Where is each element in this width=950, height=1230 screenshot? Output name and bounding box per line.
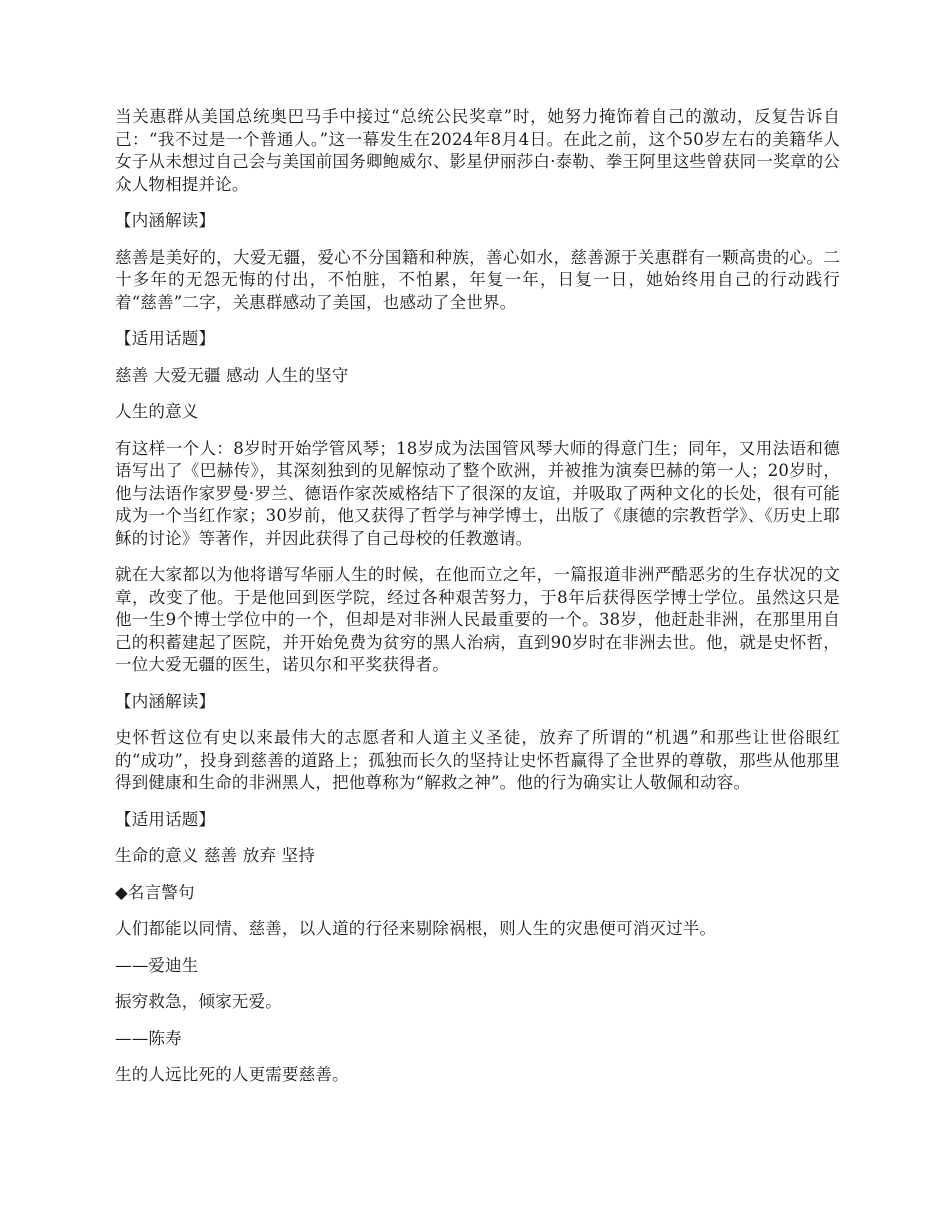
section-heading-quotes: ◆名言警句 [115, 882, 195, 902]
section-heading-interpretation: 【内涵解读】 [115, 211, 216, 230]
quote-text: 人们都能以同情、慈善，以人道的行径来剔除祸根，则人生的灾患便可消灭过半。 [115, 919, 717, 938]
interpretation-paragraph: 史怀哲这位有史以来最伟大的志愿者和人道主义圣徒，放弃了所谓的“机遇”和那些让世俗眼红的“成功”，投身到慈善的道路上；孤独而长久的坚持让史怀哲赢得了全世界的尊敬，那些从他那里得到健康和生命的非洲黑人，把他尊称为“解救之神”。他的行为确实让人敬佩和动容。 [115, 728, 840, 792]
quote-text: 振穷救急，倾家无爱。 [115, 992, 282, 1011]
quote-author: ——爱迪生 [115, 955, 199, 975]
story-paragraph: 有这样一个人：8岁时开始学管风琴；18岁成为法国管风琴大师的得意门生；同年，又用法语和德语写出了《巴赫传》，其深刻独到的见解惊动了整个欧洲，并被推为演奏巴赫的第一人；20岁时，他与法语作家罗曼·罗兰、德语作家茨威格结下了很深的友谊，并吸取了两种文化的长处，很有可能成为一个当红作家；30岁前，他又获得了哲学与神学博士，出版了《康德的宗教哲学》、《历史上耶稣的讨论》等著作，并因此获得了自己母校的任教邀请。 [115, 438, 840, 548]
section-heading-interpretation: 【内涵解读】 [115, 691, 216, 711]
section-heading-topics: 【适用话题】 [115, 809, 216, 829]
intro-paragraph: 当关惠群从美国总统奥巴马手中接过“总统公民奖章”时，她努力掩饰着自己的激动，反复告诉自己：“我不过是一个普通人。”这一幕发生在2024年8月4日。在此之前，这个50岁左右的美籍华人女子从未想过自己会与美国前国务卿鲍威尔、影星伊丽莎白·泰勒、拳王阿里这些曾获同一奖章的公众人物相提并论。 [115, 107, 840, 194]
interpretation-paragraph: 慈善是美好的，大爱无疆，爱心不分国籍和种族，善心如水，慈善源于关惠群有一颗高贵的心。二十多年的无怨无悔的付出，不怕脏，不怕累，年复一年，日复一日，她始终用自己的行动践行着“慈善”二字，关惠群感动了美国，也感动了全世界。 [115, 247, 840, 312]
section-title-meaning-of-life: 人生的意义 [115, 402, 199, 421]
story-paragraph: 就在大家都以为他将谱写华丽人生的时候，在他而立之年，一篇报道非洲严酷恶劣的生存状况的文章，改变了他。于是他回到医学院，经过各种艰苦努力，于8年后获得医学博士学位。虽然这只是他一生9个博士学位中的一个，但却是对非洲人民最重要的一个。38岁，他赶赴非洲，在那里用自己的积蓄建起了医院，并开始免费为贫穷的黑人治病，直到90岁时在非洲去世。他，就是史怀哲，一位大爱无疆的医生，诺贝尔和平奖获得者。 [115, 565, 840, 674]
quote-author: ——陈寿 [115, 1028, 182, 1048]
topics-line: 生命的意义 慈善 放弃 坚持 [115, 846, 316, 865]
document-body [115, 106, 840, 1101]
quote-text: 生的人远比死的人更需要慈善。 [115, 1065, 349, 1084]
section-heading-topics: 【适用话题】 [115, 329, 216, 348]
topics-line: 慈善 大爱无疆 感动 人生的坚守 [115, 365, 349, 385]
